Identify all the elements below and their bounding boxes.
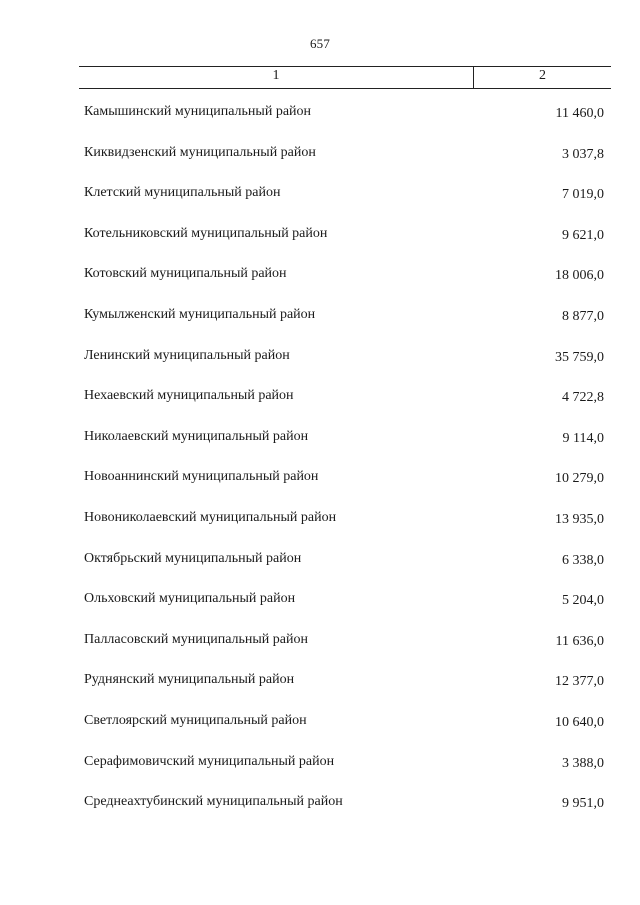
table-row	[0, 388, 640, 429]
table-row	[0, 551, 640, 592]
column-header-1: 1	[272, 68, 280, 83]
district-value: 9 114,0	[562, 430, 604, 446]
table-row	[0, 713, 640, 754]
district-value: 3 037,8	[562, 146, 604, 162]
district-value: 12 377,0	[555, 674, 604, 690]
district-name: Октябрьский муниципальный район	[84, 550, 302, 566]
table-row	[0, 226, 640, 267]
district-name: Камышинский муниципальный район	[84, 104, 312, 119]
district-value: 7 019,0	[562, 187, 604, 203]
table-row	[0, 672, 640, 713]
district-value: 6 338,0	[562, 552, 604, 568]
district-value: 35 759,0	[555, 349, 604, 365]
table-header-bottom-rule	[79, 88, 611, 89]
district-value: 10 279,0	[555, 471, 604, 487]
table-body	[0, 104, 640, 835]
table-row	[0, 266, 640, 307]
district-name: Нехаевский муниципальный район	[84, 388, 294, 404]
district-name: Палласовский муниципальный район	[84, 631, 308, 647]
district-name: Ольховский муниципальный район	[84, 591, 296, 607]
table-row	[0, 348, 640, 389]
district-name: Котовский муниципальный район	[84, 266, 287, 282]
table-row	[0, 429, 640, 470]
district-value: 8 877,0	[562, 308, 604, 324]
district-value: 4 722,8	[562, 390, 604, 406]
table-row	[0, 632, 640, 673]
district-value: 11 460,0	[555, 106, 604, 121]
district-name: Киквидзенский муниципальный район	[84, 144, 316, 160]
table-row	[0, 754, 640, 795]
table-row	[0, 510, 640, 551]
table-row	[0, 469, 640, 510]
district-name: Новониколаевский муниципальный район	[84, 509, 337, 525]
table-row	[0, 104, 640, 145]
district-value: 9 951,0	[562, 796, 604, 812]
table-row	[0, 794, 640, 835]
district-value: 3 388,0	[562, 755, 604, 771]
district-name: Серафимовичский муниципальный район	[84, 753, 335, 769]
district-name: Новоаннинский муниципальный район	[84, 469, 319, 485]
column-header-2: 2	[539, 68, 546, 83]
district-name: Котельниковский муниципальный район	[84, 225, 328, 241]
district-name: Светлоярский муниципальный район	[84, 712, 307, 728]
district-name: Кумылженский муниципальный район	[84, 306, 316, 322]
page-number: 657	[309, 36, 331, 51]
table-header-top-rule	[79, 66, 611, 67]
table-row	[0, 307, 640, 348]
district-name: Среднеахтубинский муниципальный район	[84, 794, 343, 810]
district-name: Клетский муниципальный район	[84, 185, 281, 201]
district-value: 11 636,0	[555, 633, 604, 649]
district-value: 13 935,0	[555, 511, 604, 527]
district-name: Руднянский муниципальный район	[84, 672, 295, 688]
district-value: 5 204,0	[562, 593, 604, 609]
table-row	[0, 145, 640, 186]
district-name: Ленинский муниципальный район	[84, 347, 290, 363]
district-value: 10 640,0	[555, 714, 604, 730]
table-row	[0, 591, 640, 632]
district-name: Николаевский муниципальный район	[84, 428, 309, 444]
table-row	[0, 185, 640, 226]
district-value: 18 006,0	[555, 268, 604, 284]
district-value: 9 621,0	[562, 227, 604, 243]
